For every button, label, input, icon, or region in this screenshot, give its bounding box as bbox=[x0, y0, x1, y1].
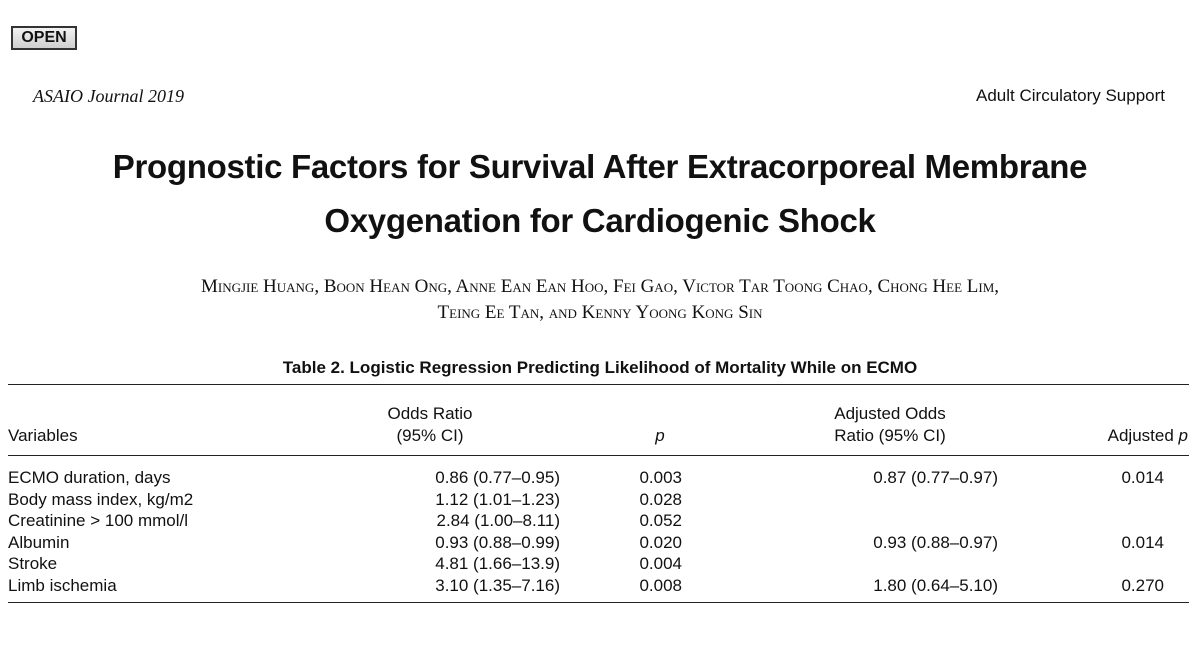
table-caption: Table 2. Logistic Regression Predicting Likelihood of Mortality While on ECMO bbox=[282, 358, 918, 377]
table-row-2-p: 0.028 bbox=[639, 490, 682, 509]
journal-name: ASAIO Journal 2019 bbox=[33, 86, 184, 106]
header-adjusted-p-label: Adjusted bbox=[1107, 426, 1174, 445]
table-row-2-or: 1.12 (1.01–1.23) bbox=[435, 490, 560, 509]
table-row-3-variable: Creatinine > 100 mmol/l bbox=[8, 511, 189, 530]
table-row-6-adj-or: 1.80 (0.64–5.10) bbox=[873, 576, 998, 595]
header-adjusted-odds-line-1: Adjusted Odds bbox=[834, 404, 946, 423]
table-row-6-adj-p: 0.270 bbox=[1121, 576, 1164, 595]
table-row-6-or: 3.10 (1.35–7.16) bbox=[435, 576, 560, 595]
table-row-1-p: 0.003 bbox=[639, 468, 682, 487]
table-row-4-or: 0.93 (0.88–0.99) bbox=[435, 533, 560, 552]
table-row-6-p: 0.008 bbox=[639, 576, 682, 595]
table-row-4-variable: Albumin bbox=[8, 533, 70, 552]
article-title-line-1: Prognostic Factors for Survival After Extracorporeal Membrane bbox=[112, 148, 1088, 185]
header-variables: Variables bbox=[8, 426, 78, 445]
table-row-4-adj-p: 0.014 bbox=[1121, 533, 1164, 552]
table-row-3-or: 2.84 (1.00–8.11) bbox=[436, 511, 560, 530]
table-row-5-or: 4.81 (1.66–13.9) bbox=[435, 554, 560, 573]
table-row-5-variable: Stroke bbox=[8, 554, 58, 573]
table-row-5-p: 0.004 bbox=[639, 554, 682, 573]
header-odds-ratio-line-2: (95% CI) bbox=[396, 426, 464, 445]
table-top-rule bbox=[8, 384, 1189, 385]
article-title bbox=[0, 140, 1200, 248]
table-bottom-rule bbox=[8, 602, 1189, 603]
author-list-line-2: Teing Ee Tan, and Kenny Yoong Kong Sin bbox=[437, 302, 763, 323]
open-access-badge: OPEN bbox=[11, 26, 77, 50]
header-odds-ratio-line-1: Odds Ratio bbox=[387, 404, 473, 423]
table-header-rule bbox=[8, 455, 1189, 456]
table-row-6-variable: Limb ischemia bbox=[8, 576, 117, 595]
author-list-line-1: Mingjie Huang, Boon Hean Ong, Anne Ean Ean Hoo, Fei Gao, Victor Tar Toong Chao, Chong Hee Lim, bbox=[200, 276, 1000, 297]
section-label: Adult Circulatory Support bbox=[976, 86, 1165, 105]
header-p: p bbox=[655, 426, 665, 445]
table-row-4-adj-or: 0.93 (0.88–0.97) bbox=[873, 533, 998, 552]
table-row-1-variable: ECMO duration, days bbox=[8, 468, 171, 487]
header-adjusted-p bbox=[1040, 425, 1188, 446]
table-row-1-adj-or: 0.87 (0.77–0.97) bbox=[873, 468, 998, 487]
article-title-line-2: Oxygenation for Cardiogenic Shock bbox=[324, 202, 876, 239]
table-row-3-p: 0.052 bbox=[639, 511, 682, 530]
header-adjusted-p-symbol: p bbox=[1178, 426, 1188, 445]
header-adjusted-odds-line-2: Ratio (95% CI) bbox=[834, 426, 946, 445]
table-row-1-or: 0.86 (0.77–0.95) bbox=[435, 468, 560, 487]
table-row-4-p: 0.020 bbox=[639, 533, 682, 552]
table-row-2-variable: Body mass index, kg/m2 bbox=[8, 490, 194, 509]
table-row-1-adj-p: 0.014 bbox=[1121, 468, 1164, 487]
author-list bbox=[0, 274, 1200, 326]
